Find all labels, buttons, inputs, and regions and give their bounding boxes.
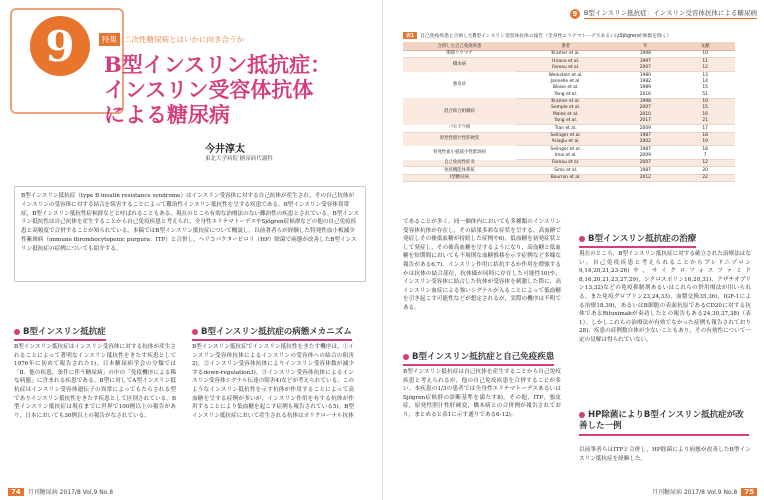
section-body-autoimmune: B型インスリン抵抗症は自己抗体を産生することから自己免疫疾患と考えられるが，他の自己免疫疾患を合併することが多い。本疾患の1/3の患者では全身性エリテマトーデスあるいはSjögren症候群の診断基準を満たす8)。その他，ITP，強皮症，原発性胆汁性肝硬変，橋本病との合併例が報告されており，まとめると表1に示す通りである6-12)。 — [403, 369, 561, 418]
cell-disease: I型糖尿病 — [403, 174, 516, 181]
chapter-number: 9 — [30, 16, 90, 76]
table-row — [403, 125, 735, 132]
section-heading-type-b: B型インスリン抵抗症 — [14, 325, 106, 341]
cell-author: Kramer et al. — [516, 51, 616, 58]
cell-author: Weinstein et al. — [548, 72, 583, 78]
cell-author: Tran et al. — [516, 125, 616, 132]
cell-author: Yang et al. — [516, 118, 616, 125]
cell-author: Sims et al. — [516, 167, 616, 174]
feature-tag — [99, 33, 244, 46]
cell-ref: 11 — [702, 58, 708, 64]
cell-ref: 16 — [702, 111, 708, 117]
cell-year: 1987 — [615, 167, 675, 174]
section-heading-mechanism: B型インスリン抵抗症の病態メカニズム — [192, 325, 352, 341]
cell-author: Kramer et al. — [551, 99, 581, 105]
cell-year: 1987 — [639, 132, 651, 138]
cell-ref: 15 — [702, 85, 708, 91]
cell-ref: 14 — [702, 78, 708, 84]
cell-author: Bourron et al. — [516, 174, 616, 181]
cell-disease: 混合結合組織病 — [444, 108, 475, 114]
cell-disease: 関節リウマチ — [403, 51, 516, 58]
cell-author: Hirano et al. — [552, 58, 580, 64]
cell-author: Selinger et al. — [550, 132, 581, 138]
section-body-case: 以前筆者らはITPと合併し，HP除菌により病態が改善したB型インスリン抵抗症を経験した。 — [579, 447, 751, 462]
cell-author: Fareau et al. — [516, 65, 616, 72]
cell-ref: 12 — [675, 65, 735, 72]
feature-badge: 特集 — [99, 33, 120, 46]
col-author: 著者 — [516, 42, 616, 51]
col-year: 年 — [615, 42, 675, 51]
cell-year: 2007 — [639, 105, 651, 111]
cell-ref: 18 — [702, 132, 708, 138]
cell-author: Selinger et al. — [550, 146, 581, 152]
title-line-1: B型インスリン抵抗症： — [104, 52, 332, 77]
table-caption — [403, 32, 671, 39]
cell-author: Imai et al. — [516, 153, 616, 160]
cell-ref: 10 — [702, 99, 708, 105]
cell-year: 1980 — [639, 72, 651, 78]
cell-year: 1998 — [639, 99, 651, 105]
author-affiliation: 東北大学病院 糖尿病代謝科 — [205, 156, 273, 162]
right-page — [382, 0, 764, 500]
title-line-3: による糖尿病 — [104, 102, 230, 127]
section-heading-treatment: B型インスリン抵抗症の治療 — [579, 232, 696, 248]
cell-ref: 51 — [675, 91, 735, 98]
section-heading-autoimmune: B型インスリン抵抗症と自己免疫疾患 — [403, 350, 554, 366]
col-disease: 合併した自己免疫疾患 — [403, 42, 516, 51]
cell-disease: 特発性血小板減少性紫斑病 — [433, 149, 486, 155]
cell-ref: 22 — [675, 174, 735, 181]
continued-text: であることが多く，同一個体内においても多種類のインスリン受容体抗体が存在し，その結果多彩な症状を呈する。高血糖で発症しその後低血糖が持続した症例や6)，低血糖を初発症状として発症し，その後高血糖を呈するようになり，高血糖と低血糖を短期間においても不規則な血糖推移を示す症例など多様な報告がある6,7)。インスリン作用に拮抗するか作用を増強するかは抗体の結合部位，抗体価が同時に存在した可能性10)や，インスリン受容体に結合した抗体が受容体を刺激した際に，高インスリン血症による強いシグナルが入ることによって低血糖を引き起こす可能性などが想定されるが，実際の機序は不明である。 — [403, 219, 561, 311]
cell-disease: 免疫機能体系統 — [403, 167, 516, 174]
cell-year: 1989 — [639, 85, 651, 91]
journal-info-right: 月刊糖尿病 2017/8 Vol.9 No.8 — [651, 489, 738, 496]
table-body — [403, 51, 735, 182]
table-header-row — [403, 42, 735, 51]
article-title — [104, 52, 364, 127]
cell-ref: 21 — [675, 118, 735, 125]
section-body-mechanism: B型インスリン抵抗症でインスリン抵抗性をきたす機序は，①インスリン受容体抗体によるインスリンの受容体への結合の阻害2)，②インスリン受容体抗体によりインスリン受容体数が減少するdown-regulation3)，③インスリン受容体抗体によるインスリン受容体シグナル伝達の阻害4)などが考えられている。このようなインスリン抵抗性を示す抗体が作用することによって高血糖を呈する症例が多いが，インスリン作用を有する抗体が作用することにより低血糖を起こす症例も報告されている5)。B型インスリン抵抗症において産生される抗体はポリクローナル抗体 — [192, 344, 354, 419]
table-title: 自己免疫疾患と合併したB型インスリン受容体抗体の報告（全身性エリテマトーデスあるいはSjögren症候群を除く） — [420, 34, 672, 39]
cell-year: 2007 — [615, 160, 675, 167]
page-number: 74 — [8, 488, 24, 496]
cell-author: Arioglu et al. — [516, 139, 616, 146]
running-title: B型インスリン抵抗症：インスリン受容体抗体による糖尿病 — [583, 9, 757, 17]
abstract-box: B型インスリン抵抗症（type B insulin resistance syndrome）はインスリン受容体に対する自己抗体が産生され，その自己抗体がインスリンの受容体に対する結合を阻害することによって難治性インスリン抵抗性を呈する疾患である。B型インスリン受容体異常症，B型インスリン抵抗性症候群などと呼ばれることもある。現在のところ有効な治療法のない難治性の疾患とされている。B型インスリン抵抗性は自己抗体を産生することから自己免疫疾患と考えられ，全身性エリテマトーデスやSjögren症候群などの他の自己免疫疾患と高頻度で合併することが知られている。本稿ではB型インスリン抵抗症について概説し，以前著者らが経験した特発性血小板減少性紫斑病（immune thrombocytopenic purpura：ITP）と合併し，ヘリコバクターピロリ（HP）除菌で病態が改善したB型インスリン抵抗症の症例についても紹介する。 — [14, 186, 366, 282]
running-header — [570, 8, 757, 19]
cell-ref: 19 — [675, 139, 735, 146]
cell-year: 1982 — [639, 78, 651, 84]
cell-year: 2017 — [615, 118, 675, 125]
cell-year: 2009 — [615, 125, 675, 132]
section-body-type-b: B型インスリン抵抗症はインスリン受容体に対する抗体が産生されることによって著明なインスリン抵抗性をきたす疾患として1976年に初めて報告された1)。日本糖尿病学会の分類では「Ⅱ．他の疾患，条件に伴う糖尿病」の中の「免疫機序による稀な病態」に含まれる疾患である。B型に対してA型インスリン抵抗症はインスリン受容体遺伝子の異常によってもたらされる型でありインスリン抵抗性をきたす疾患として区別されている。B型インスリン抵抗症は現在までに世界で100例以上の報告があり，日本においても30例以上の報告がなされている。 — [14, 344, 176, 419]
cell-author: Semple et al. — [551, 105, 581, 111]
cell-year: 1998 — [615, 51, 675, 58]
col-ref: 文献 — [675, 42, 735, 51]
section-body-treatment: 現在のところ，B型インスリン抵抗症に対する確立された治療法はない。自己免疫疾患と考えられることからプレドニゾロン9,14,20,21,23-26)や，サイクロフォスファミド8,16,20,21,23,27,29)，シクロスポリン16,20,31)，アザチオプリン13,32)などの免疫抑制剤あるいはこれらの併用療法が用いられる。また免疫グロブリン23,24,33)，血漿交換35,36)，IGF-1による治療18,39)，あるいはB細胞の表面抗原であるCD20に対する抗体であるRituximabが奏功したとの報告もある24,30,37,38)（表1）。しかしこれらの治療法が有効でなかった症例も報告されており28)，疾患の症例数自体が少ないこともあり，その有効性について一定の見解は得られていない。 — [579, 251, 751, 343]
cell-disease: 橋本病 — [452, 62, 467, 68]
cell-disease: パセドウ病 — [403, 125, 516, 132]
cell-year: 2012 — [615, 174, 675, 181]
cell-year: 1997 — [639, 58, 651, 64]
table-row — [403, 51, 735, 58]
title-line-2: インスリン受容体抗体 — [104, 77, 314, 102]
table-row — [403, 72, 735, 79]
cell-ref: 10 — [675, 51, 735, 58]
table-badge: 表1 — [403, 32, 417, 39]
cell-ref: 7 — [675, 153, 735, 160]
cell-author: Bloise et al. — [552, 85, 579, 91]
cell-disease: 自己免疫性肝炎 — [403, 160, 516, 167]
cell-year: 2016 — [615, 91, 675, 98]
cell-disease: 原発性胆汁性肝硬変 — [439, 136, 480, 142]
cell-ref: 15 — [702, 105, 708, 111]
cell-ref: 12 — [675, 160, 735, 167]
cell-author: Yang et al. — [516, 91, 616, 98]
cell-author: Jannelle et al. — [550, 78, 581, 84]
cell-author: Malek et al. — [552, 111, 579, 117]
cell-author: Fareau et al. — [516, 160, 616, 167]
page-number-right: 75 — [741, 488, 757, 496]
table-row — [403, 167, 735, 174]
cell-ref: 20 — [675, 167, 735, 174]
cell-disease: 強皮症 — [452, 82, 467, 88]
table-row — [403, 174, 735, 181]
journal-info: 月刊糖尿病 2017/8 Vol.9 No.8 — [27, 489, 114, 496]
table-row — [403, 58, 735, 65]
cell-year: 2002 — [615, 139, 675, 146]
table-row — [403, 132, 735, 139]
right-footer — [652, 487, 757, 496]
author-name: 今井淳太 — [205, 144, 245, 155]
cell-year: 2009 — [615, 153, 675, 160]
autoimmune-table — [403, 42, 735, 182]
cell-ref: 13 — [702, 72, 708, 78]
feature-subtitle: 二次性糖尿病とはいかに向き合うか — [124, 35, 244, 44]
cell-ref: 17 — [675, 125, 735, 132]
table-row — [403, 160, 735, 167]
running-chapter-number: 9 — [570, 9, 580, 19]
cell-ref: 18 — [702, 146, 708, 152]
table-row — [403, 146, 735, 153]
left-footer — [8, 487, 113, 496]
cell-year: 2007 — [615, 65, 675, 72]
cell-year: 2010 — [639, 111, 651, 117]
cell-year: 1987 — [639, 146, 651, 152]
section-heading-case: HP除菌によりB型インスリン抵抗症が改善した一例 — [579, 410, 749, 436]
table-row — [403, 98, 735, 105]
